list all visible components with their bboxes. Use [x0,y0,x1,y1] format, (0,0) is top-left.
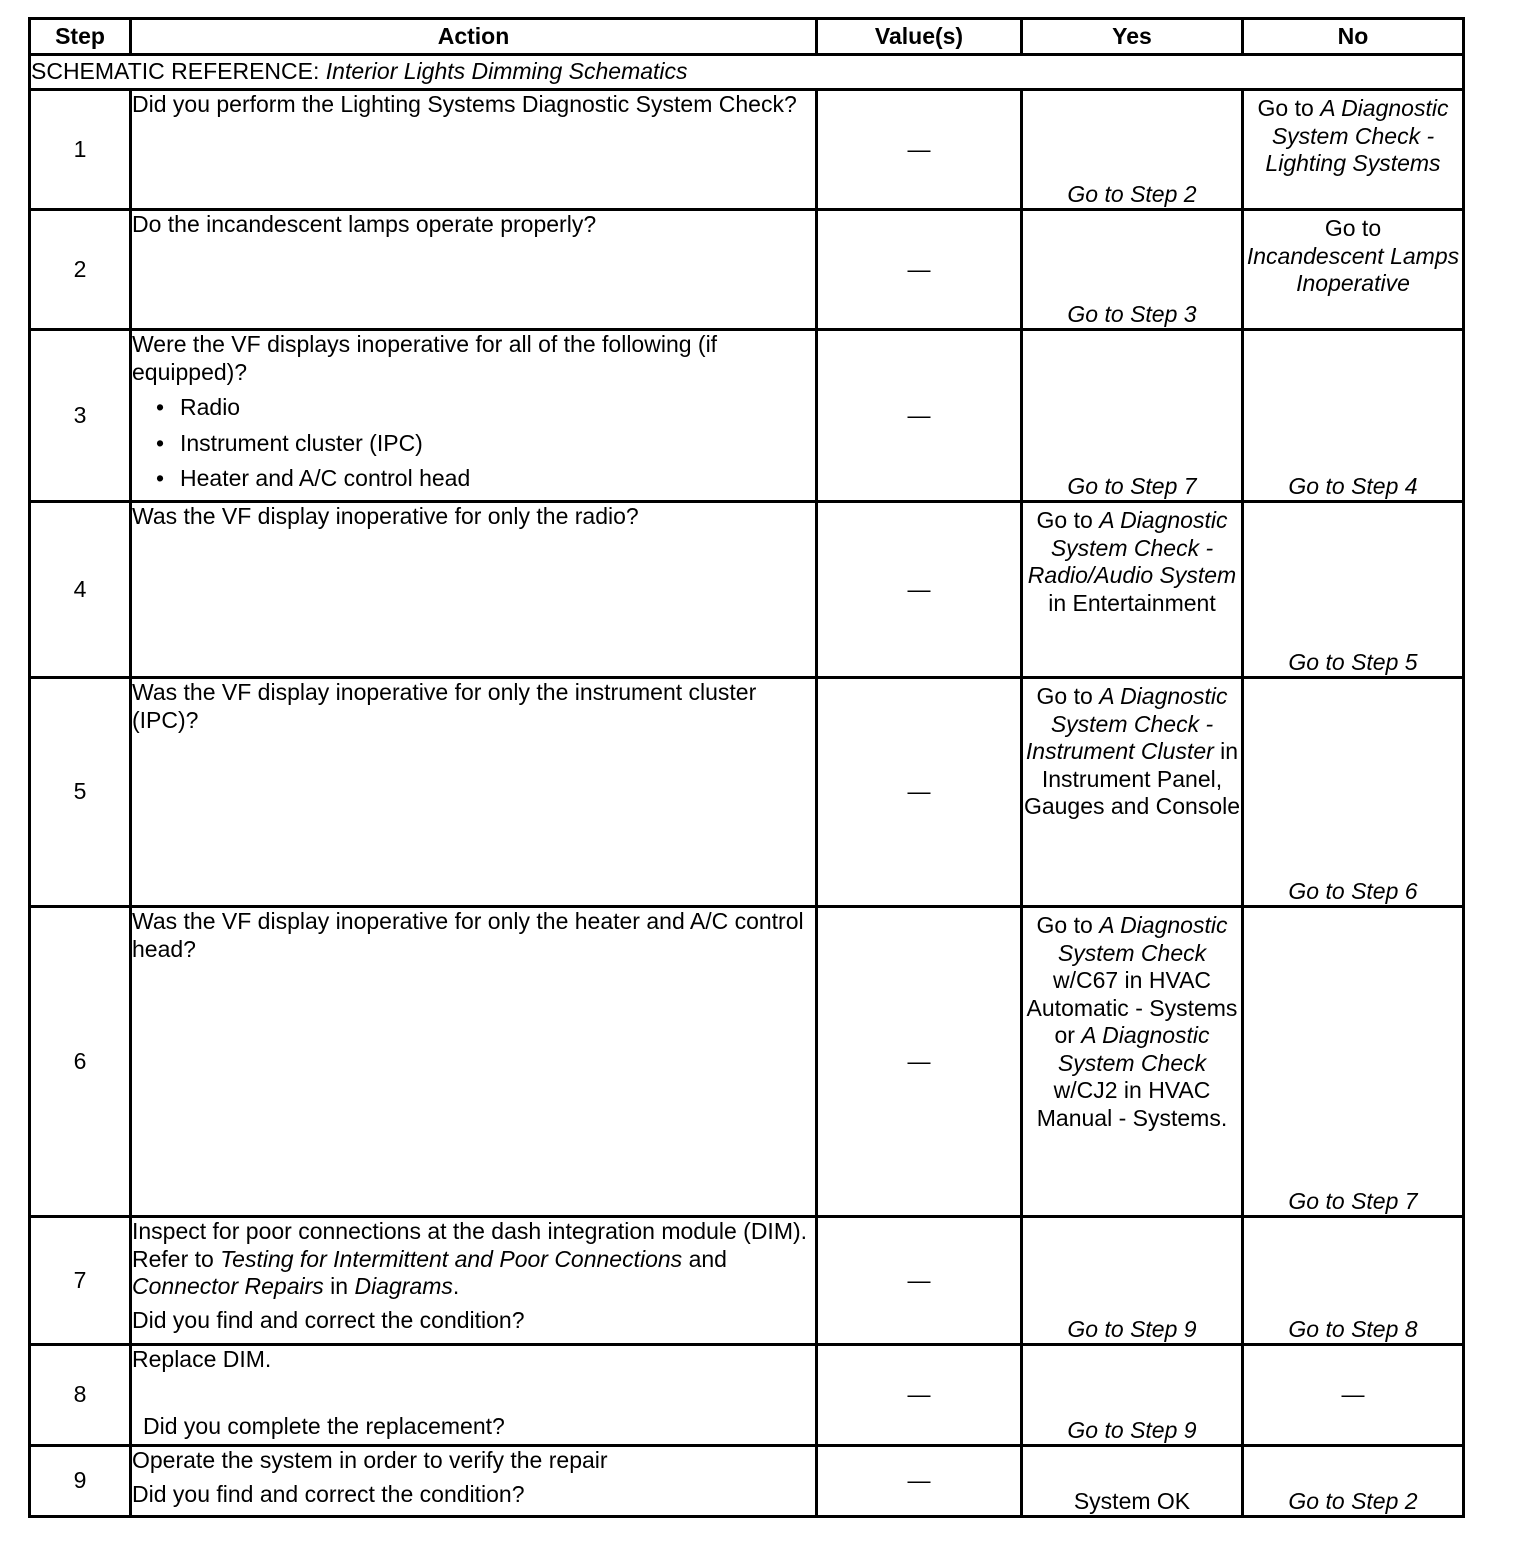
action-link-testing[interactable]: Testing for Intermittent and Poor Connections [220,1245,683,1272]
action-text [132,1218,815,1301]
schematic-reference-label: SCHEMATIC REFERENCE: [31,58,326,85]
step-number: 6 [30,907,131,1217]
action-text-part: Inspect for poor connections at the dash integration module (DIM). Refer to [132,1218,808,1272]
yes-prefix: Go to [1036,507,1100,533]
yes-cell [1022,1446,1243,1517]
action-text: Was the VF display inoperative for only the instrument cluster (IPC)? [131,678,817,907]
yes-suffix: Entertainment [1072,589,1216,616]
yes-prefix: Go to [1036,912,1100,938]
yes-suffix: Instrument Panel, Gauges and Console [1023,765,1241,819]
yes-link[interactable]: A Diagnostic System Check - Radio/Audio System [1027,507,1237,588]
schematic-reference-link[interactable]: Interior Lights Dimming Schematics [325,58,688,85]
step-number: 3 [30,330,131,502]
value-cell: — [817,1345,1022,1446]
list-item: • Instrument cluster (IPC) [156,426,815,462]
no-link[interactable]: Go to Step 4 [1288,472,1418,499]
list-item: • Heater and A/C control head [156,461,815,497]
action-cell [131,330,817,502]
action-text-part: in [323,1273,355,1299]
no-cell: — [1243,1345,1464,1446]
no-cell [1243,210,1464,330]
no-link[interactable]: Go to Step 5 [1288,648,1418,675]
table-row [30,907,1464,1217]
action-question: Did you complete the replacement? [143,1412,505,1439]
yes-cell [1022,90,1243,210]
list-item: • Radio [156,390,815,426]
yes-link[interactable]: A Diagnostic System Check - Instrument Cluster [1025,683,1228,764]
yes-cell [1022,1345,1243,1446]
action-text: Was the VF display inoperative for only the heater and A/C control head? [131,907,817,1217]
yes-link[interactable]: Go to Step 2 [1067,180,1197,207]
yes-cell [1022,907,1243,1217]
header-step: Step [30,19,131,55]
step-number: 4 [30,502,131,678]
yes-link[interactable]: Go to Step 9 [1067,1416,1197,1443]
step-number: 2 [30,210,131,330]
action-question: Did you find and correct the condition? [132,1306,525,1333]
diagnostic-table [28,17,1465,1518]
no-link[interactable]: Incandescent Lamps Inoperative [1246,242,1460,296]
step-number: 9 [30,1446,131,1517]
no-prefix: Go to [1324,215,1382,241]
action-cell [131,1345,817,1446]
step-number: 7 [30,1217,131,1345]
no-cell [1243,90,1464,210]
header-yes: Yes [1022,19,1243,55]
value-cell: — [817,210,1022,330]
action-bullet-list [132,390,815,497]
yes-cell [1022,210,1243,330]
value-cell: — [817,502,1022,678]
yes-cell [1022,678,1243,907]
yes-mid: in [1048,589,1073,616]
no-link[interactable]: Go to Step 7 [1288,1187,1418,1214]
yes-cell [1022,1217,1243,1345]
yes-link-2[interactable]: A Diagnostic System Check [1057,1022,1210,1076]
value-cell: — [817,678,1022,907]
no-link[interactable]: Go to Step 2 [1288,1487,1418,1514]
action-text: Replace DIM. [132,1346,272,1372]
yes-cell [1022,330,1243,502]
step-number: 5 [30,678,131,907]
action-text: Were the VF displays inoperative for all of the following (if equipped)? [132,331,718,385]
schematic-reference-row [30,55,1464,90]
no-cell [1243,330,1464,502]
action-link-connector-repairs[interactable]: Connector Repairs [132,1273,324,1299]
no-cell [1243,907,1464,1217]
yes-mid: in [1213,738,1239,764]
table-row [30,1345,1464,1446]
value-cell: — [817,90,1022,210]
no-cell [1243,1217,1464,1345]
no-cell [1243,1446,1464,1517]
action-text: Operate the system in order to verify the repair [132,1447,608,1473]
action-cell [131,1217,817,1345]
yes-text: System OK [1073,1487,1191,1514]
no-link[interactable]: Go to Step 8 [1288,1315,1418,1342]
action-cell [131,1446,817,1517]
no-cell [1243,678,1464,907]
value-cell: — [817,1446,1022,1517]
schematic-reference [30,55,1464,90]
value-cell: — [817,1217,1022,1345]
action-question: Did you find and correct the condition? [132,1480,525,1507]
no-link[interactable]: Go to Step 6 [1288,877,1418,904]
yes-link[interactable]: Go to Step 7 [1067,472,1197,499]
yes-link[interactable]: Go to Step 3 [1067,300,1197,327]
table-row [30,210,1464,330]
action-text: Was the VF display inoperative for only the radio? [131,502,817,678]
header-row [30,19,1464,55]
header-value: Value(s) [817,19,1022,55]
no-link[interactable]: A Diagnostic System Check - Lighting Systems [1265,95,1449,176]
yes-link[interactable]: Go to Step 9 [1067,1315,1197,1342]
value-cell: — [817,907,1022,1217]
table-row [30,90,1464,210]
yes-cell [1022,502,1243,678]
table-row [30,1446,1464,1517]
no-cell [1243,502,1464,678]
header-action: Action [131,19,817,55]
step-number: 8 [30,1345,131,1446]
header-no: No [1243,19,1464,55]
action-text: Do the incandescent lamps operate properly? [131,210,817,330]
action-link-diagrams[interactable]: Diagrams [354,1273,453,1299]
table-row [30,502,1464,678]
yes-prefix: Go to [1036,683,1100,709]
action-text-part: . [452,1273,460,1299]
action-text-part: and [682,1245,727,1272]
value-cell: — [817,330,1022,502]
table-row [30,330,1464,502]
table-row [30,678,1464,907]
table-row [30,1217,1464,1345]
action-text: Did you perform the Lighting Systems Diagnostic System Check? [131,90,817,210]
yes-mid-2: w/CJ2 in HVAC Manual - Systems. [1036,1077,1228,1131]
no-prefix: Go to [1257,95,1321,121]
yes-mid-1: w/C67 in HVAC Automatic - Systems or [1026,967,1238,1048]
step-number: 1 [30,90,131,210]
yes-link-1[interactable]: A Diagnostic System Check [1057,912,1228,966]
